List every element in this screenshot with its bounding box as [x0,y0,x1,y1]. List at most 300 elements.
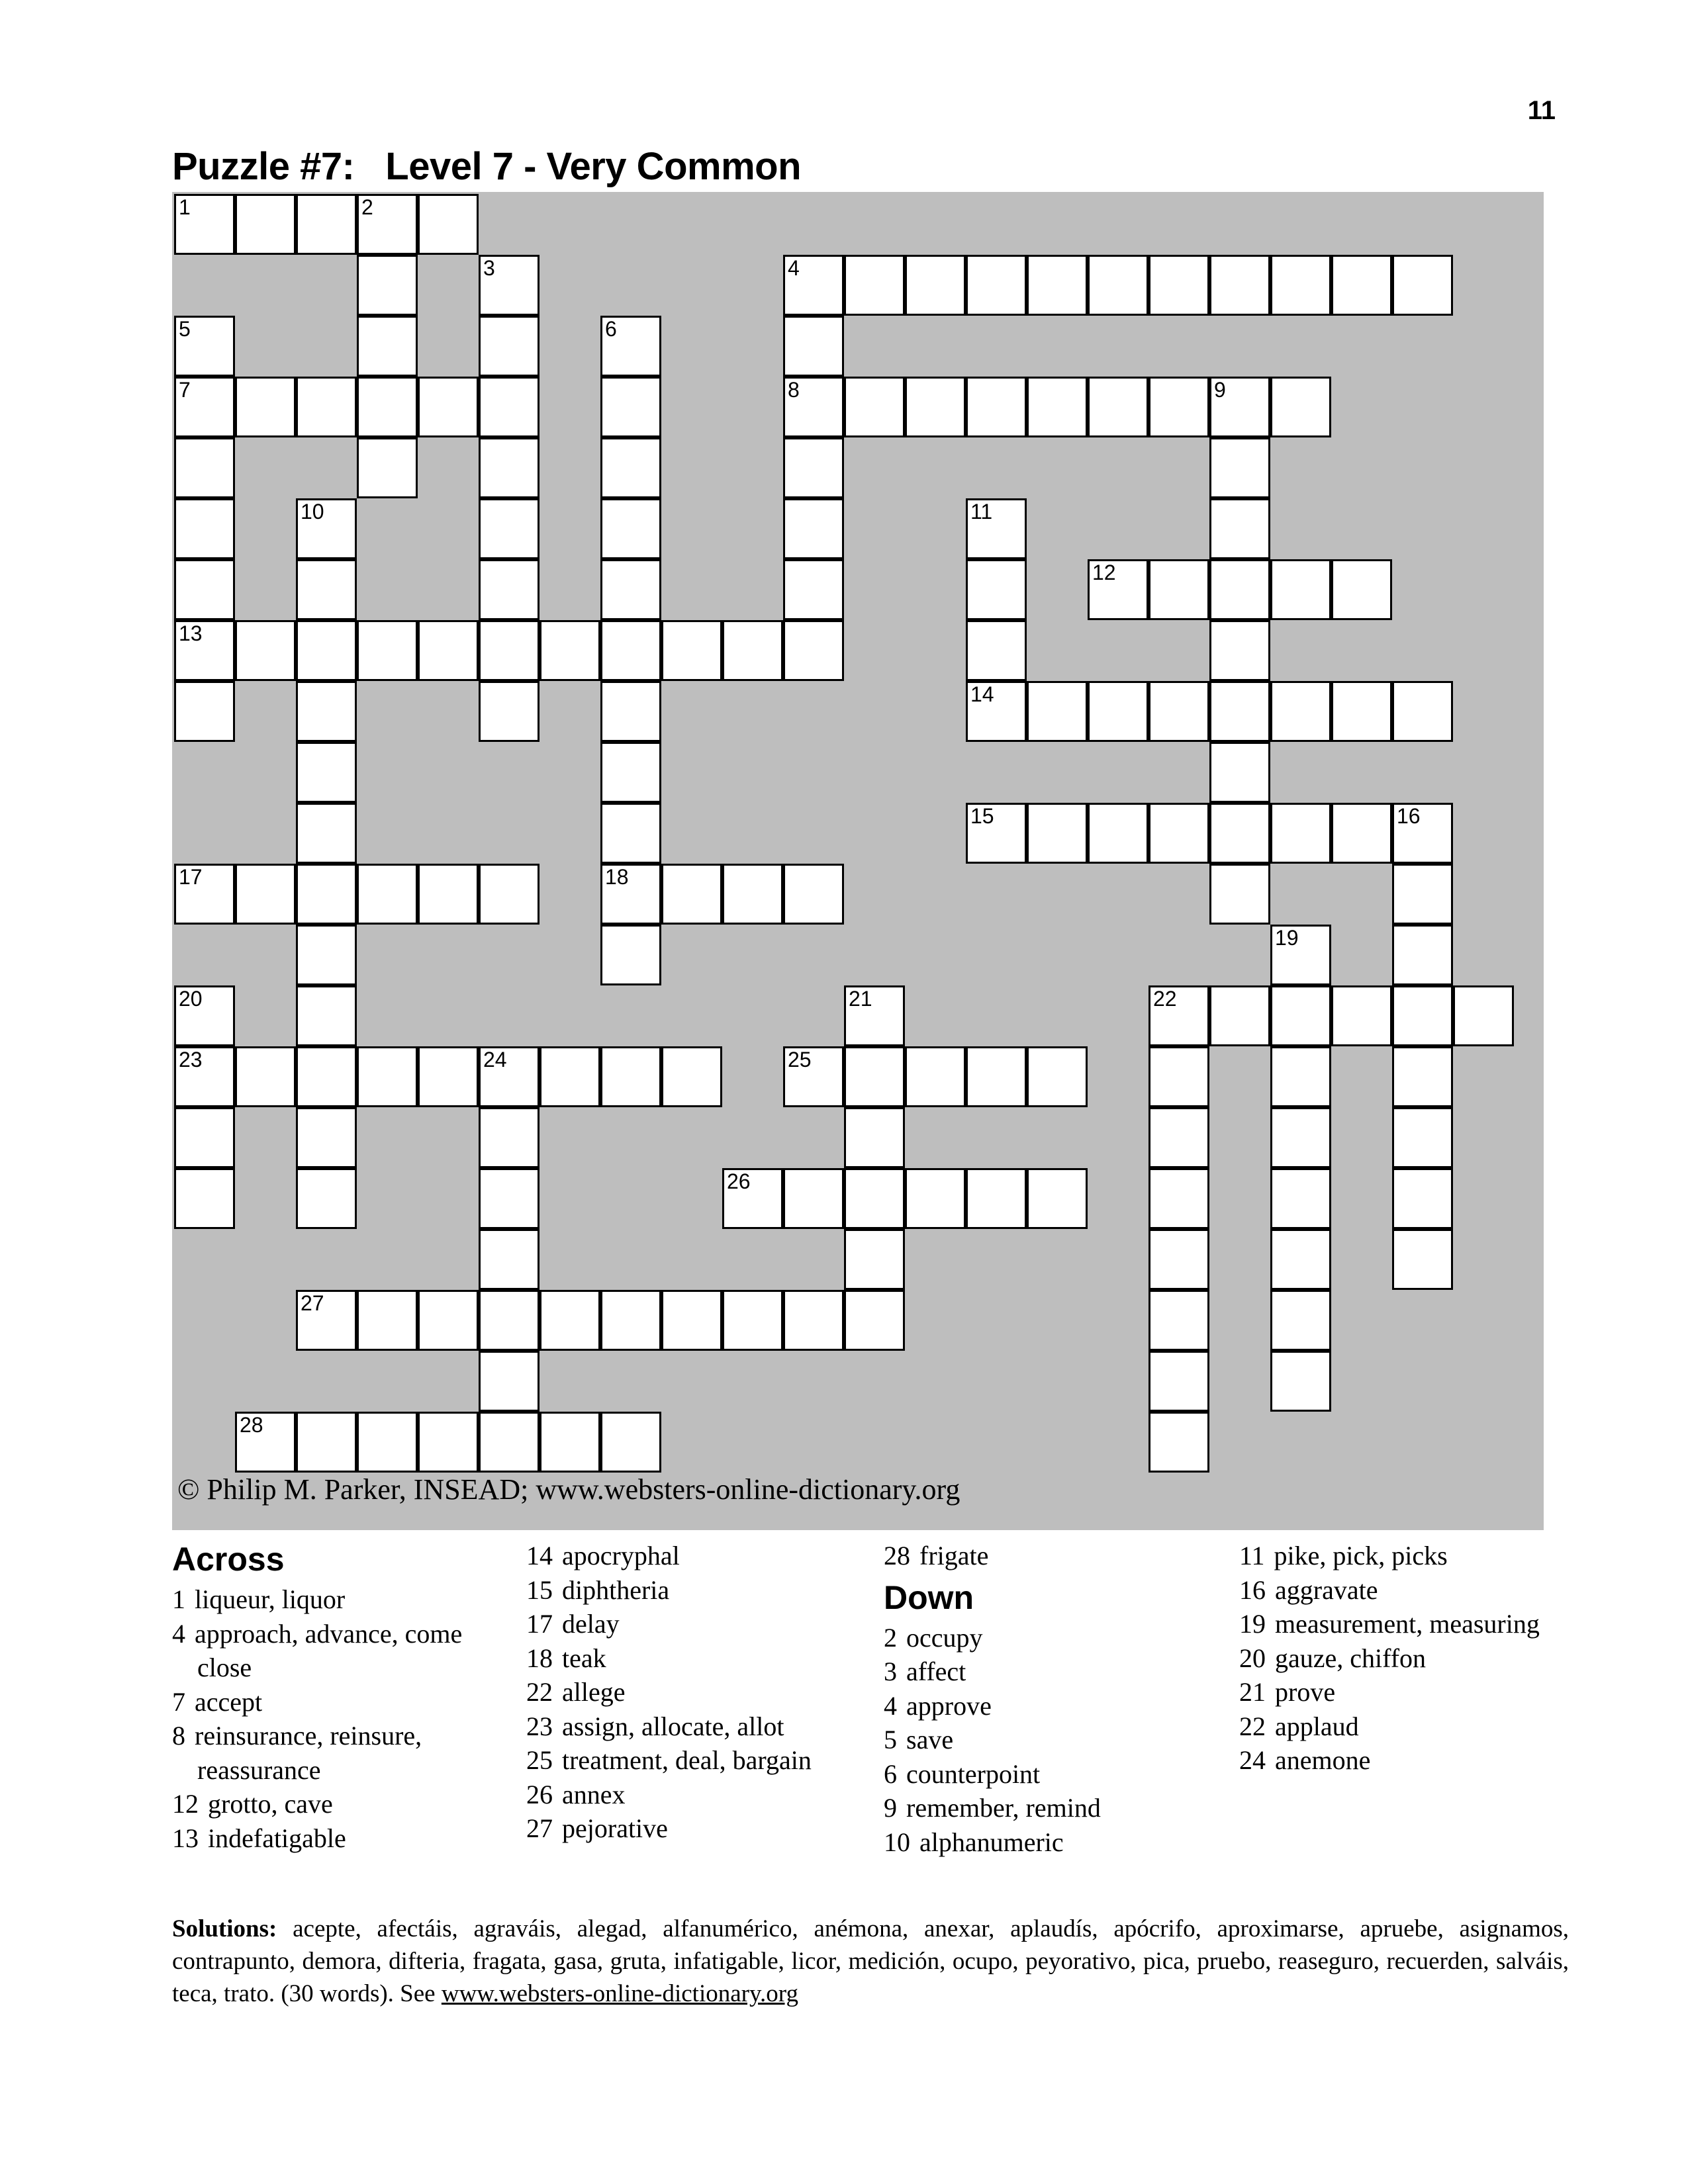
grid-cell[interactable] [844,1168,905,1229]
grid-cell[interactable] [479,1412,539,1473]
clue-item-number: 22 [1239,1711,1266,1741]
clue-item [884,1655,1228,1689]
grid-cell[interactable] [174,620,235,681]
grid-cell[interactable] [539,1290,600,1351]
clue-item-number: 6 [884,1758,897,1789]
grid-cell[interactable] [905,255,966,316]
clue-list [884,1539,1228,1573]
clue-item-text: aggravate [1275,1574,1378,1605]
grid-cell[interactable] [539,1046,600,1107]
clue-item-number: 12 [172,1789,199,1819]
grid-cell[interactable] [1392,1168,1453,1229]
grid-cell[interactable] [1331,803,1392,864]
grid-cell[interactable] [1088,681,1149,742]
grid-cell[interactable] [1209,803,1270,864]
grid-cell[interactable] [357,1290,418,1351]
grid-cell[interactable] [479,1351,539,1412]
grid-cell[interactable] [783,437,844,498]
grid-cell[interactable] [1270,559,1331,620]
grid-cell[interactable] [1088,559,1149,620]
grid-cell[interactable] [539,1412,600,1473]
grid-cell[interactable] [235,1412,296,1473]
clue-item [526,1641,870,1676]
grid-cell[interactable] [1392,864,1453,925]
clue-item [172,1617,516,1685]
clue-item-number: 9 [884,1793,897,1823]
clue-item-text: save [906,1725,954,1754]
clue-number: 3 [483,256,495,280]
clue-item-text: accept [195,1686,263,1717]
grid-cell[interactable] [479,498,539,559]
clue-number: 22 [1153,987,1177,1011]
grid-cell[interactable] [966,559,1027,620]
clue-item-number: 28 [884,1541,910,1570]
grid-cell[interactable] [1331,681,1392,742]
grid-cell[interactable] [1209,377,1270,437]
grid-cell[interactable] [783,255,844,316]
clue-item-text: liqueur, liquor [195,1584,346,1614]
copyright-notice: © Philip M. Parker, INSEAD; www.websters-online-dictionary.org [177,1473,961,1506]
clue-item [1239,1743,1550,1778]
clue-item [1239,1709,1550,1744]
grid-cell[interactable] [296,1412,357,1473]
grid-cell[interactable] [479,255,539,316]
grid-cell[interactable] [296,559,357,620]
grid-cell[interactable] [1149,803,1209,864]
clue-number: 7 [179,378,191,402]
grid-cell[interactable] [479,559,539,620]
page-number: 11 [1527,96,1556,125]
clue-item [172,1821,516,1856]
grid-cell[interactable] [174,864,235,925]
clue-column-3 [884,1539,1228,1859]
clue-item-number: 25 [526,1745,553,1775]
clue-number: 28 [240,1413,263,1437]
grid-cell[interactable] [235,194,296,255]
grid-cell[interactable] [600,1412,661,1473]
grid-cell[interactable] [296,377,357,437]
clue-item [884,1825,1228,1860]
clue-item-text: frigate [919,1541,989,1570]
grid-cell[interactable] [357,620,418,681]
grid-cell[interactable] [539,620,600,681]
clue-item-text: alphanumeric [919,1827,1064,1857]
grid-cell[interactable] [1331,559,1392,620]
grid-cell[interactable] [966,620,1027,681]
grid-cell[interactable] [844,1046,905,1107]
clue-list [172,1582,516,1855]
clue-item-number: 24 [1239,1745,1266,1775]
grid-cell[interactable] [479,316,539,377]
grid-cell[interactable] [1270,1168,1331,1229]
grid-cell[interactable] [296,1290,357,1351]
grid-cell[interactable] [1209,620,1270,681]
clue-item-number: 8 [172,1721,185,1751]
grid-cell[interactable] [1392,681,1453,742]
grid-cell[interactable] [722,1290,783,1351]
grid-cell[interactable] [1209,681,1270,742]
grid-cell[interactable] [235,1046,296,1107]
grid-cell[interactable] [1027,1046,1088,1107]
grid-cell[interactable] [174,985,235,1046]
clue-number: 15 [970,804,994,828]
clue-item-text: grotto, cave [208,1789,333,1819]
clue-item-text: approve [906,1690,992,1721]
solutions-text: acepte, afectáis, agraváis, alegad, alfanumérico, anémona, anexar, aplaudís, apócrifo, aproximarse, apruebe, asignamos, contrapunto, demora, difteria, fragata, gasa, gruta, infatigable, licor, medición, ocupo, peyorativo, pica, pruebo, reaseguro, recuerden, salváis, teca, trato. (30 words). See [172,1915,1570,2007]
grid-cell[interactable] [357,316,418,377]
grid-cell[interactable] [1331,255,1392,316]
grid-cell[interactable] [174,498,235,559]
clue-item [884,1621,1228,1655]
clue-item-number: 14 [526,1541,553,1570]
grid-cell[interactable] [418,377,479,437]
clue-number: 17 [179,865,203,889]
clue-item [172,1685,516,1719]
grid-cell[interactable] [1149,1229,1209,1290]
grid-cell[interactable] [1149,985,1209,1046]
grid-cell[interactable] [357,1412,418,1473]
clue-number: 24 [483,1048,507,1071]
grid-cell[interactable] [600,742,661,803]
grid-cell[interactable] [1392,1046,1453,1107]
grid-cell[interactable] [844,377,905,437]
grid-cell[interactable] [479,620,539,681]
grid-cell[interactable] [1027,255,1088,316]
clue-item-text: diphtheria [562,1574,670,1605]
grid-cell[interactable] [1149,377,1209,437]
clue-item-text: prove [1275,1677,1336,1707]
clue-item [884,1689,1228,1723]
clue-item-number: 18 [526,1643,553,1673]
clue-number: 16 [1397,804,1421,828]
clue-number: 27 [301,1291,324,1315]
grid-cell[interactable] [783,1168,844,1229]
grid-cell[interactable] [296,925,357,985]
clue-item [526,1709,870,1744]
grid-cell[interactable] [174,316,235,377]
clue-item-number: 16 [1239,1574,1266,1605]
grid-cell[interactable] [296,742,357,803]
grid-cell[interactable] [661,864,722,925]
grid-cell[interactable] [966,803,1027,864]
grid-cell[interactable] [174,1107,235,1168]
clue-item-text: reinsurance, reinsure, reassurance [195,1721,422,1785]
grid-cell[interactable] [418,1412,479,1473]
grid-cell[interactable] [600,620,661,681]
grid-cell[interactable] [966,377,1027,437]
grid-cell[interactable] [722,864,783,925]
clue-number: 26 [727,1169,751,1193]
grid-cell[interactable] [661,1046,722,1107]
clue-number: 8 [788,378,800,402]
solutions-link[interactable]: www.websters-online-dictionary.org [441,1980,798,2007]
clue-item-number: 11 [1239,1541,1265,1570]
clue-item [1239,1607,1550,1641]
grid-cell[interactable] [296,864,357,925]
grid-cell[interactable] [966,681,1027,742]
grid-cell[interactable] [1088,803,1149,864]
grid-cell[interactable] [600,437,661,498]
grid-cell[interactable] [1209,742,1270,803]
grid-cell[interactable] [600,377,661,437]
clue-item-number: 20 [1239,1643,1266,1673]
grid-cell[interactable] [844,1107,905,1168]
clue-item-number: 26 [526,1779,553,1809]
grid-cell[interactable] [296,681,357,742]
grid-cell[interactable] [174,1168,235,1229]
grid-cell[interactable] [1392,925,1453,985]
clue-item-text: occupy [906,1622,983,1653]
clue-item-text: affect [906,1657,966,1686]
clue-item-number: 17 [526,1609,553,1639]
grid-cell[interactable] [1270,803,1331,864]
grid-cell[interactable] [1392,803,1453,864]
grid-cell[interactable] [1027,803,1088,864]
grid-cell[interactable] [600,498,661,559]
clue-item [884,1539,1228,1573]
clue-number: 19 [1275,926,1299,950]
grid-cell[interactable] [418,194,479,255]
clue-number: 10 [301,500,324,523]
grid-cell[interactable] [357,255,418,316]
grid-cell[interactable] [1149,255,1209,316]
grid-cell[interactable] [966,255,1027,316]
grid-cell[interactable] [357,194,418,255]
grid-cell[interactable] [1270,985,1331,1046]
grid-cell[interactable] [1270,925,1331,985]
clue-item [526,1607,870,1641]
clue-item [526,1675,870,1709]
clue-item [1239,1675,1550,1709]
grid-cell[interactable] [1392,1107,1453,1168]
clue-list [1239,1539,1550,1778]
grid-cell[interactable] [783,377,844,437]
grid-cell[interactable] [844,985,905,1046]
grid-cell[interactable] [418,620,479,681]
clue-item-number: 4 [884,1690,897,1721]
grid-cell[interactable] [1088,255,1149,316]
clue-item [884,1723,1228,1757]
clue-item [1239,1539,1550,1573]
clue-item-number: 22 [526,1677,553,1707]
grid-cell[interactable] [1392,1229,1453,1290]
clue-number: 6 [605,317,617,341]
clue-item [526,1778,870,1812]
grid-cell[interactable] [1149,1290,1209,1351]
grid-cell[interactable] [1270,1229,1331,1290]
clue-item-text: allege [562,1677,626,1707]
grid-cell[interactable] [783,1046,844,1107]
grid-cell[interactable] [235,620,296,681]
grid-cell[interactable] [905,1046,966,1107]
grid-cell[interactable] [844,1229,905,1290]
grid-cell[interactable] [905,377,966,437]
grid-cell[interactable] [600,559,661,620]
grid-cell[interactable] [296,620,357,681]
grid-cell[interactable] [1209,255,1270,316]
clue-item-text: teak [562,1643,606,1673]
grid-cell[interactable] [600,681,661,742]
grid-cell[interactable] [479,1229,539,1290]
grid-cell[interactable] [661,620,722,681]
grid-cell[interactable] [905,1168,966,1229]
grid-cell[interactable] [783,559,844,620]
grid-cell[interactable] [235,377,296,437]
clue-number: 14 [970,682,994,706]
grid-cell[interactable] [661,1290,722,1351]
grid-cell[interactable] [174,377,235,437]
crossword-grid [172,192,1544,1530]
grid-cell[interactable] [600,925,661,985]
clue-item [172,1719,516,1787]
clue-number: 4 [788,256,800,280]
clue-list [526,1539,870,1846]
grid-cell[interactable] [1088,377,1149,437]
grid-cell[interactable] [174,1046,235,1107]
grid-cell[interactable] [357,864,418,925]
grid-cell[interactable] [783,864,844,925]
grid-cell[interactable] [966,1046,1027,1107]
grid-cell[interactable] [296,985,357,1046]
grid-cell[interactable] [479,1290,539,1351]
grid-cell[interactable] [1209,864,1270,925]
grid-cell[interactable] [1392,985,1453,1046]
grid-cell[interactable] [1270,681,1331,742]
across-heading: Across [172,1541,285,1578]
clue-number: 12 [1092,561,1116,584]
grid-cell[interactable] [783,1290,844,1351]
grid-cell[interactable] [235,864,296,925]
grid-cell[interactable] [1209,437,1270,498]
clue-item-number: 13 [172,1823,199,1853]
grid-cell[interactable] [1149,1046,1209,1107]
grid-cell[interactable] [1270,255,1331,316]
grid-cell[interactable] [479,437,539,498]
grid-cell[interactable] [174,681,235,742]
puzzle-title: Puzzle #7: Level 7 - Very Common [172,145,801,188]
clue-item-number: 15 [526,1574,553,1605]
clue-column-1 [172,1539,516,1855]
grid-cell[interactable] [1209,498,1270,559]
grid-cell[interactable] [479,864,539,925]
clue-number: 9 [1214,378,1226,402]
grid-cell[interactable] [722,1168,783,1229]
grid-cell[interactable] [1392,255,1453,316]
grid-cell[interactable] [1149,1412,1209,1473]
grid-cell[interactable] [600,864,661,925]
solutions-label: Solutions: [172,1915,277,1942]
clue-item [526,1573,870,1608]
clue-column-2 [526,1539,870,1846]
grid-cell[interactable] [418,864,479,925]
grid-cell[interactable] [600,1290,661,1351]
clue-item-number: 5 [884,1725,897,1754]
grid-cell[interactable] [966,498,1027,559]
grid-cell[interactable] [600,803,661,864]
clue-item [172,1787,516,1821]
grid-cell[interactable] [479,377,539,437]
clue-number: 23 [179,1048,203,1071]
grid-cell[interactable] [1149,1168,1209,1229]
grid-cell[interactable] [1209,985,1270,1046]
grid-cell[interactable] [783,620,844,681]
clue-item-text: anemone [1275,1745,1371,1775]
grid-cell[interactable] [418,1290,479,1351]
grid-cell[interactable] [1149,1107,1209,1168]
grid-cell[interactable] [1270,1290,1331,1351]
grid-cell[interactable] [1331,985,1392,1046]
clue-number: 5 [179,317,191,341]
grid-cell[interactable] [844,255,905,316]
grid-cell[interactable] [418,1046,479,1107]
grid-cell[interactable] [296,1107,357,1168]
grid-cell[interactable] [479,1046,539,1107]
grid-cell[interactable] [600,1046,661,1107]
clue-item [1239,1573,1550,1608]
grid-cell[interactable] [1270,1107,1331,1168]
grid-cell[interactable] [966,1168,1027,1229]
grid-cell[interactable] [174,437,235,498]
grid-cell[interactable] [1027,1168,1088,1229]
grid-cell[interactable] [174,559,235,620]
solutions-paragraph [172,1913,1569,2010]
grid-cell[interactable] [1027,377,1088,437]
grid-cell[interactable] [1270,377,1331,437]
clue-item-text: annex [562,1779,626,1809]
clue-item [526,1539,870,1573]
clue-item-number: 21 [1239,1677,1266,1707]
clue-item-text: apocryphal [562,1541,680,1570]
grid-cell[interactable] [1453,985,1514,1046]
grid-cell[interactable] [479,1168,539,1229]
grid-cell[interactable] [600,316,661,377]
clue-item-text: approach, advance, come close [195,1618,463,1682]
clue-item [526,1811,870,1846]
clue-number: 13 [179,621,203,645]
grid-cell[interactable] [783,498,844,559]
clue-item-number: 23 [526,1711,553,1741]
grid-cell[interactable] [844,1290,905,1351]
clue-item [884,1791,1228,1825]
grid-cell[interactable] [1149,681,1209,742]
clue-number: 25 [788,1048,812,1071]
clue-number: 18 [605,865,629,889]
grid-cell[interactable] [357,377,418,437]
grid-cell[interactable] [1149,1351,1209,1412]
grid-cell[interactable] [296,803,357,864]
grid-cell[interactable] [357,437,418,498]
grid-cell[interactable] [1270,1046,1331,1107]
grid-cell[interactable] [174,194,235,255]
grid-cell[interactable] [1027,681,1088,742]
grid-cell[interactable] [296,498,357,559]
grid-cell[interactable] [357,1046,418,1107]
grid-cell[interactable] [1209,559,1270,620]
clue-item [1239,1641,1550,1676]
grid-cell[interactable] [479,681,539,742]
grid-cell[interactable] [783,316,844,377]
clue-item-text: counterpoint [906,1758,1041,1789]
grid-cell[interactable] [1149,559,1209,620]
clue-number: 20 [179,987,203,1011]
grid-cell[interactable] [722,620,783,681]
grid-cell[interactable] [1270,1351,1331,1412]
clue-item [172,1582,516,1617]
grid-cell[interactable] [296,194,357,255]
grid-cell[interactable] [479,1107,539,1168]
grid-cell[interactable] [296,1168,357,1229]
grid-cell[interactable] [296,1046,357,1107]
